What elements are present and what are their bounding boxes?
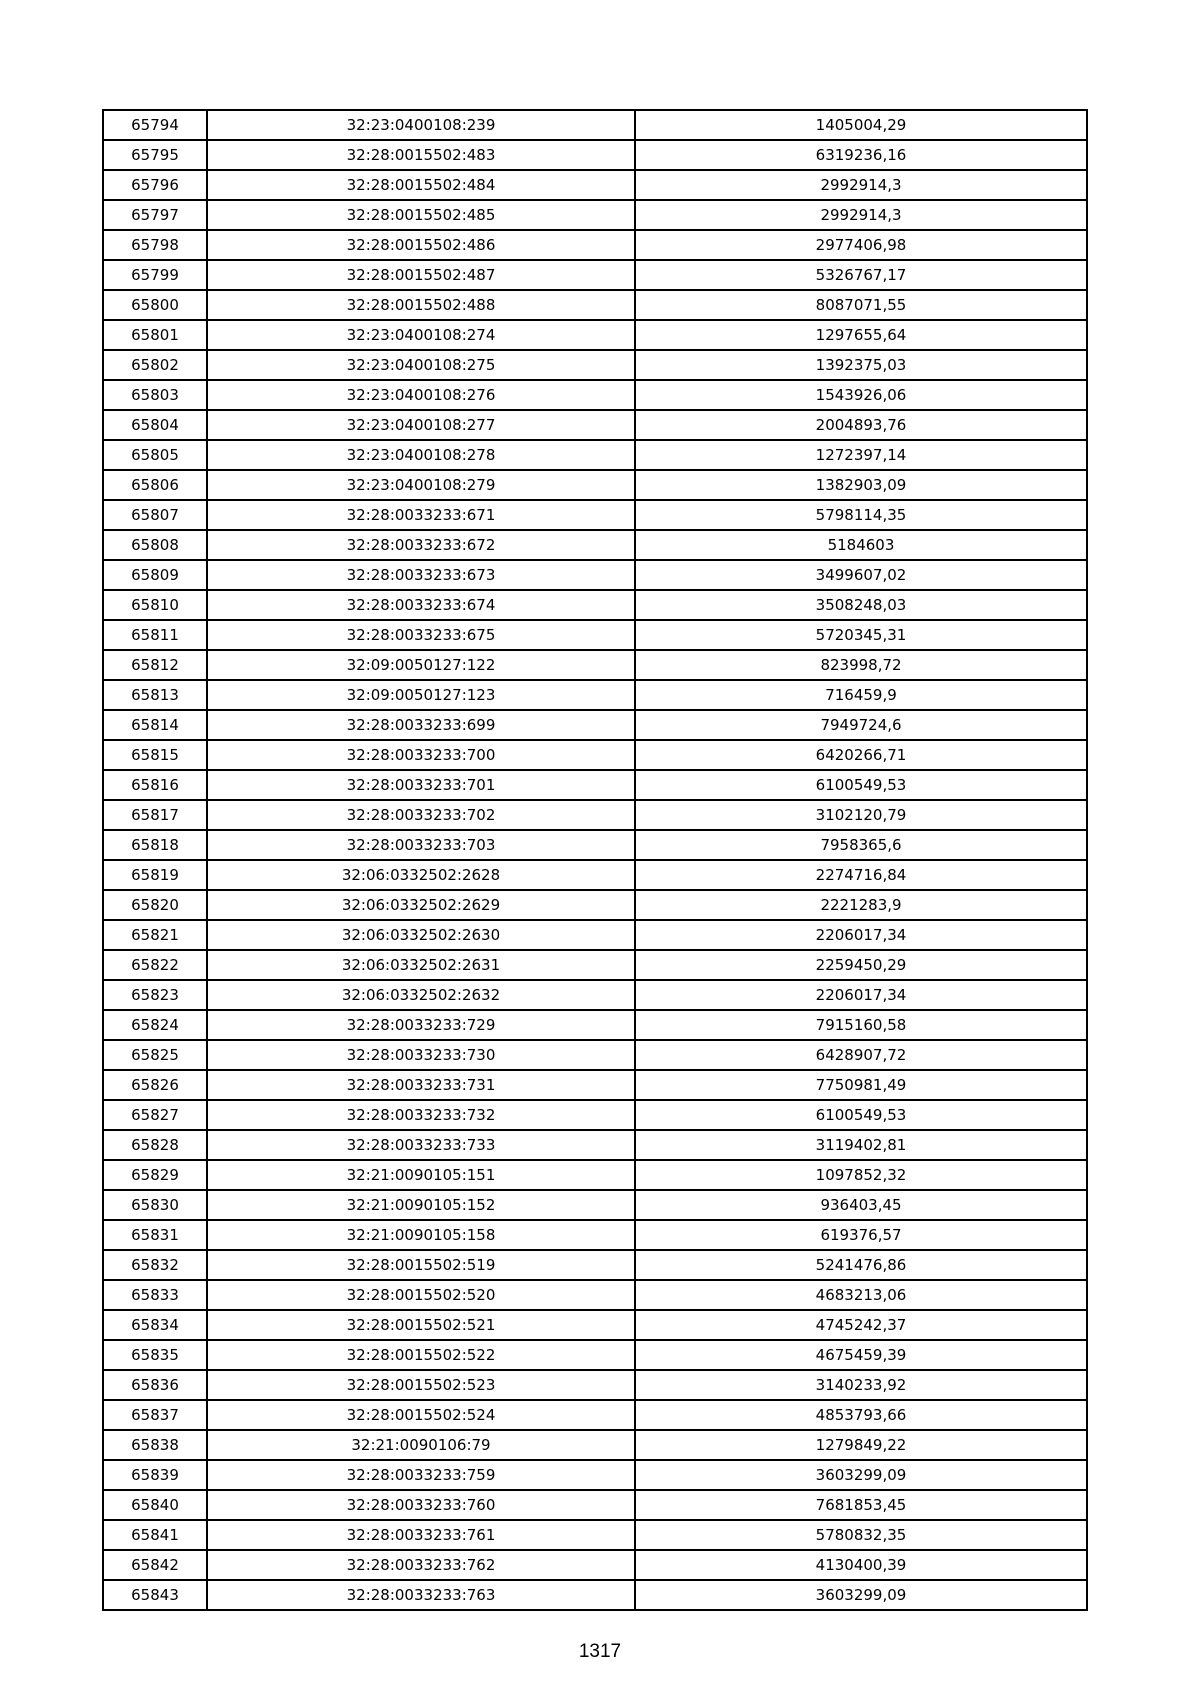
cadastral-number-cell: 32:28:0033233:759 (207, 1460, 635, 1490)
row-number-cell: 65843 (103, 1580, 207, 1610)
cadastral-number-cell: 32:28:0033233:731 (207, 1070, 635, 1100)
table-row (103, 260, 1087, 290)
cadastral-number-cell: 32:23:0400108:276 (207, 380, 635, 410)
table-row (103, 470, 1087, 500)
cadastral-number-cell: 32:28:0015502:520 (207, 1280, 635, 1310)
row-number-cell: 65818 (103, 830, 207, 860)
table-row (103, 1430, 1087, 1460)
row-number-cell: 65817 (103, 800, 207, 830)
row-number-cell: 65841 (103, 1520, 207, 1550)
table-row (103, 1490, 1087, 1520)
cadastral-number-cell: 32:28:0033233:672 (207, 530, 635, 560)
row-number-cell: 65803 (103, 380, 207, 410)
row-number-cell: 65808 (103, 530, 207, 560)
cadastral-value-cell: 2992914,3 (635, 200, 1087, 230)
table-row (103, 110, 1087, 140)
table-row (103, 1280, 1087, 1310)
table-row (103, 1070, 1087, 1100)
cadastral-value-cell: 5184603 (635, 530, 1087, 560)
row-number-cell: 65795 (103, 140, 207, 170)
row-number-cell: 65827 (103, 1100, 207, 1130)
cadastral-number-cell: 32:28:0015502:488 (207, 290, 635, 320)
cadastral-value-cell: 5780832,35 (635, 1520, 1087, 1550)
cadastral-value-cell: 6319236,16 (635, 140, 1087, 170)
cadastral-value-cell: 7958365,6 (635, 830, 1087, 860)
cadastral-value-cell: 4675459,39 (635, 1340, 1087, 1370)
row-number-cell: 65826 (103, 1070, 207, 1100)
row-number-cell: 65806 (103, 470, 207, 500)
table-row (103, 320, 1087, 350)
cadastral-number-cell: 32:28:0015502:523 (207, 1370, 635, 1400)
cadastral-number-cell: 32:21:0090105:158 (207, 1220, 635, 1250)
table-row (103, 1580, 1087, 1610)
cadastral-value-cell: 7681853,45 (635, 1490, 1087, 1520)
cadastral-number-cell: 32:21:0090105:151 (207, 1160, 635, 1190)
row-number-cell: 65821 (103, 920, 207, 950)
cadastral-number-cell: 32:28:0015502:522 (207, 1340, 635, 1370)
cadastral-number-cell: 32:21:0090105:152 (207, 1190, 635, 1220)
row-number-cell: 65814 (103, 710, 207, 740)
table-body (103, 110, 1087, 1610)
cadastral-value-cell: 1097852,32 (635, 1160, 1087, 1190)
cadastral-value-cell: 5326767,17 (635, 260, 1087, 290)
cadastral-value-cell: 3603299,09 (635, 1460, 1087, 1490)
table-row (103, 140, 1087, 170)
row-number-cell: 65833 (103, 1280, 207, 1310)
table-row (103, 410, 1087, 440)
cadastral-number-cell: 32:28:0033233:733 (207, 1130, 635, 1160)
table-row (103, 1160, 1087, 1190)
cadastral-value-cell: 936403,45 (635, 1190, 1087, 1220)
cadastral-value-cell: 7750981,49 (635, 1070, 1087, 1100)
table-row (103, 1220, 1087, 1250)
table-row (103, 1040, 1087, 1070)
row-number-cell: 65802 (103, 350, 207, 380)
cadastral-number-cell: 32:23:0400108:274 (207, 320, 635, 350)
cadastral-value-cell: 6100549,53 (635, 1100, 1087, 1130)
cadastral-number-cell: 32:28:0033233:700 (207, 740, 635, 770)
cadastral-number-cell: 32:28:0033233:673 (207, 560, 635, 590)
cadastral-value-cell: 3102120,79 (635, 800, 1087, 830)
cadastral-number-cell: 32:28:0015502:487 (207, 260, 635, 290)
table-row (103, 1310, 1087, 1340)
row-number-cell: 65836 (103, 1370, 207, 1400)
row-number-cell: 65839 (103, 1460, 207, 1490)
table-row (103, 890, 1087, 920)
table-row (103, 680, 1087, 710)
cadastral-number-cell: 32:28:0033233:760 (207, 1490, 635, 1520)
row-number-cell: 65812 (103, 650, 207, 680)
cadastral-number-cell: 32:23:0400108:278 (207, 440, 635, 470)
cadastral-value-cell: 5720345,31 (635, 620, 1087, 650)
cadastral-number-cell: 32:28:0033233:699 (207, 710, 635, 740)
cadastral-value-cell: 3119402,81 (635, 1130, 1087, 1160)
row-number-cell: 65799 (103, 260, 207, 290)
cadastral-number-cell: 32:06:0332502:2631 (207, 950, 635, 980)
cadastral-value-cell: 4853793,66 (635, 1400, 1087, 1430)
table-row (103, 1010, 1087, 1040)
cadastral-number-cell: 32:28:0015502:486 (207, 230, 635, 260)
cadastral-value-cell: 2259450,29 (635, 950, 1087, 980)
row-number-cell: 65801 (103, 320, 207, 350)
row-number-cell: 65832 (103, 1250, 207, 1280)
row-number-cell: 65811 (103, 620, 207, 650)
cadastral-number-cell: 32:06:0332502:2630 (207, 920, 635, 950)
table-row (103, 1340, 1087, 1370)
row-number-cell: 65805 (103, 440, 207, 470)
row-number-cell: 65840 (103, 1490, 207, 1520)
table-row (103, 1550, 1087, 1580)
row-number-cell: 65842 (103, 1550, 207, 1580)
row-number-cell: 65831 (103, 1220, 207, 1250)
cadastral-value-cell: 1272397,14 (635, 440, 1087, 470)
table-row (103, 500, 1087, 530)
row-number-cell: 65837 (103, 1400, 207, 1430)
cadastral-value-cell: 7915160,58 (635, 1010, 1087, 1040)
cadastral-value-cell: 2221283,9 (635, 890, 1087, 920)
table-row (103, 830, 1087, 860)
row-number-cell: 65828 (103, 1130, 207, 1160)
cadastral-number-cell: 32:21:0090106:79 (207, 1430, 635, 1460)
table-row (103, 770, 1087, 800)
table-row (103, 980, 1087, 1010)
table-row (103, 170, 1087, 200)
cadastral-number-cell: 32:23:0400108:277 (207, 410, 635, 440)
row-number-cell: 65797 (103, 200, 207, 230)
cadastral-number-cell: 32:28:0033233:701 (207, 770, 635, 800)
row-number-cell: 65830 (103, 1190, 207, 1220)
cadastral-value-cell: 1382903,09 (635, 470, 1087, 500)
cadastral-value-cell: 2992914,3 (635, 170, 1087, 200)
cadastral-value-cell: 6428907,72 (635, 1040, 1087, 1070)
cadastral-number-cell: 32:28:0033233:729 (207, 1010, 635, 1040)
table-row (103, 1190, 1087, 1220)
cadastral-value-cell: 2206017,34 (635, 920, 1087, 950)
cadastral-value-table (102, 109, 1088, 1611)
table-row (103, 920, 1087, 950)
row-number-cell: 65838 (103, 1430, 207, 1460)
row-number-cell: 65835 (103, 1340, 207, 1370)
cadastral-value-cell: 6420266,71 (635, 740, 1087, 770)
cadastral-number-cell: 32:28:0015502:485 (207, 200, 635, 230)
table-row (103, 1100, 1087, 1130)
table-row (103, 200, 1087, 230)
table-row (103, 380, 1087, 410)
cadastral-value-cell: 1297655,64 (635, 320, 1087, 350)
row-number-cell: 65800 (103, 290, 207, 320)
cadastral-value-cell: 716459,9 (635, 680, 1087, 710)
table-row (103, 230, 1087, 260)
row-number-cell: 65815 (103, 740, 207, 770)
row-number-cell: 65794 (103, 110, 207, 140)
row-number-cell: 65834 (103, 1310, 207, 1340)
row-number-cell: 65820 (103, 890, 207, 920)
row-number-cell: 65819 (103, 860, 207, 890)
cadastral-number-cell: 32:09:0050127:122 (207, 650, 635, 680)
table-row (103, 1400, 1087, 1430)
cadastral-number-cell: 32:28:0033233:671 (207, 500, 635, 530)
table-row (103, 1250, 1087, 1280)
cadastral-number-cell: 32:28:0015502:519 (207, 1250, 635, 1280)
table-row (103, 530, 1087, 560)
cadastral-value-cell: 6100549,53 (635, 770, 1087, 800)
cadastral-value-cell: 1392375,03 (635, 350, 1087, 380)
cadastral-value-cell: 7949724,6 (635, 710, 1087, 740)
cadastral-value-cell: 2977406,98 (635, 230, 1087, 260)
cadastral-number-cell: 32:28:0033233:675 (207, 620, 635, 650)
row-number-cell: 65807 (103, 500, 207, 530)
table-row (103, 1370, 1087, 1400)
cadastral-number-cell: 32:23:0400108:239 (207, 110, 635, 140)
cadastral-value-cell: 5798114,35 (635, 500, 1087, 530)
table-row (103, 1520, 1087, 1550)
cadastral-number-cell: 32:28:0015502:483 (207, 140, 635, 170)
table-row (103, 650, 1087, 680)
table-row (103, 800, 1087, 830)
row-number-cell: 65829 (103, 1160, 207, 1190)
table-row (103, 560, 1087, 590)
table-row (103, 350, 1087, 380)
table-row (103, 740, 1087, 770)
cadastral-number-cell: 32:23:0400108:275 (207, 350, 635, 380)
cadastral-value-cell: 1405004,29 (635, 110, 1087, 140)
table-row (103, 710, 1087, 740)
cadastral-value-cell: 5241476,86 (635, 1250, 1087, 1280)
row-number-cell: 65822 (103, 950, 207, 980)
cadastral-number-cell: 32:28:0033233:703 (207, 830, 635, 860)
cadastral-number-cell: 32:06:0332502:2628 (207, 860, 635, 890)
table-row (103, 860, 1087, 890)
cadastral-number-cell: 32:28:0033233:762 (207, 1550, 635, 1580)
cadastral-number-cell: 32:28:0033233:761 (207, 1520, 635, 1550)
row-number-cell: 65823 (103, 980, 207, 1010)
cadastral-value-cell: 3140233,92 (635, 1370, 1087, 1400)
cadastral-number-cell: 32:06:0332502:2629 (207, 890, 635, 920)
cadastral-value-cell: 1279849,22 (635, 1430, 1087, 1460)
cadastral-number-cell: 32:28:0033233:674 (207, 590, 635, 620)
cadastral-number-cell: 32:23:0400108:279 (207, 470, 635, 500)
table-row (103, 590, 1087, 620)
table-row (103, 1130, 1087, 1160)
cadastral-value-cell: 2206017,34 (635, 980, 1087, 1010)
cadastral-number-cell: 32:09:0050127:123 (207, 680, 635, 710)
row-number-cell: 65809 (103, 560, 207, 590)
cadastral-number-cell: 32:28:0033233:730 (207, 1040, 635, 1070)
row-number-cell: 65825 (103, 1040, 207, 1070)
row-number-cell: 65810 (103, 590, 207, 620)
table-row (103, 290, 1087, 320)
cadastral-value-cell: 3603299,09 (635, 1580, 1087, 1610)
cadastral-value-cell: 1543926,06 (635, 380, 1087, 410)
row-number-cell: 65816 (103, 770, 207, 800)
table-row (103, 950, 1087, 980)
cadastral-value-cell: 823998,72 (635, 650, 1087, 680)
row-number-cell: 65804 (103, 410, 207, 440)
table-row (103, 620, 1087, 650)
cadastral-value-cell: 8087071,55 (635, 290, 1087, 320)
row-number-cell: 65796 (103, 170, 207, 200)
cadastral-value-cell: 3508248,03 (635, 590, 1087, 620)
cadastral-value-cell: 2004893,76 (635, 410, 1087, 440)
cadastral-number-cell: 32:28:0015502:521 (207, 1310, 635, 1340)
cadastral-number-cell: 32:28:0015502:484 (207, 170, 635, 200)
cadastral-value-cell: 4683213,06 (635, 1280, 1087, 1310)
cadastral-value-cell: 3499607,02 (635, 560, 1087, 590)
cadastral-value-cell: 4745242,37 (635, 1310, 1087, 1340)
cadastral-number-cell: 32:28:0033233:763 (207, 1580, 635, 1610)
cadastral-value-cell: 2274716,84 (635, 860, 1087, 890)
table-row (103, 1460, 1087, 1490)
table-row (103, 440, 1087, 470)
row-number-cell: 65824 (103, 1010, 207, 1040)
cadastral-value-cell: 4130400,39 (635, 1550, 1087, 1580)
page-number: 1317 (578, 1641, 622, 1662)
cadastral-number-cell: 32:06:0332502:2632 (207, 980, 635, 1010)
cadastral-value-cell: 619376,57 (635, 1220, 1087, 1250)
row-number-cell: 65798 (103, 230, 207, 260)
cadastral-number-cell: 32:28:0033233:732 (207, 1100, 635, 1130)
cadastral-number-cell: 32:28:0033233:702 (207, 800, 635, 830)
row-number-cell: 65813 (103, 680, 207, 710)
cadastral-number-cell: 32:28:0015502:524 (207, 1400, 635, 1430)
